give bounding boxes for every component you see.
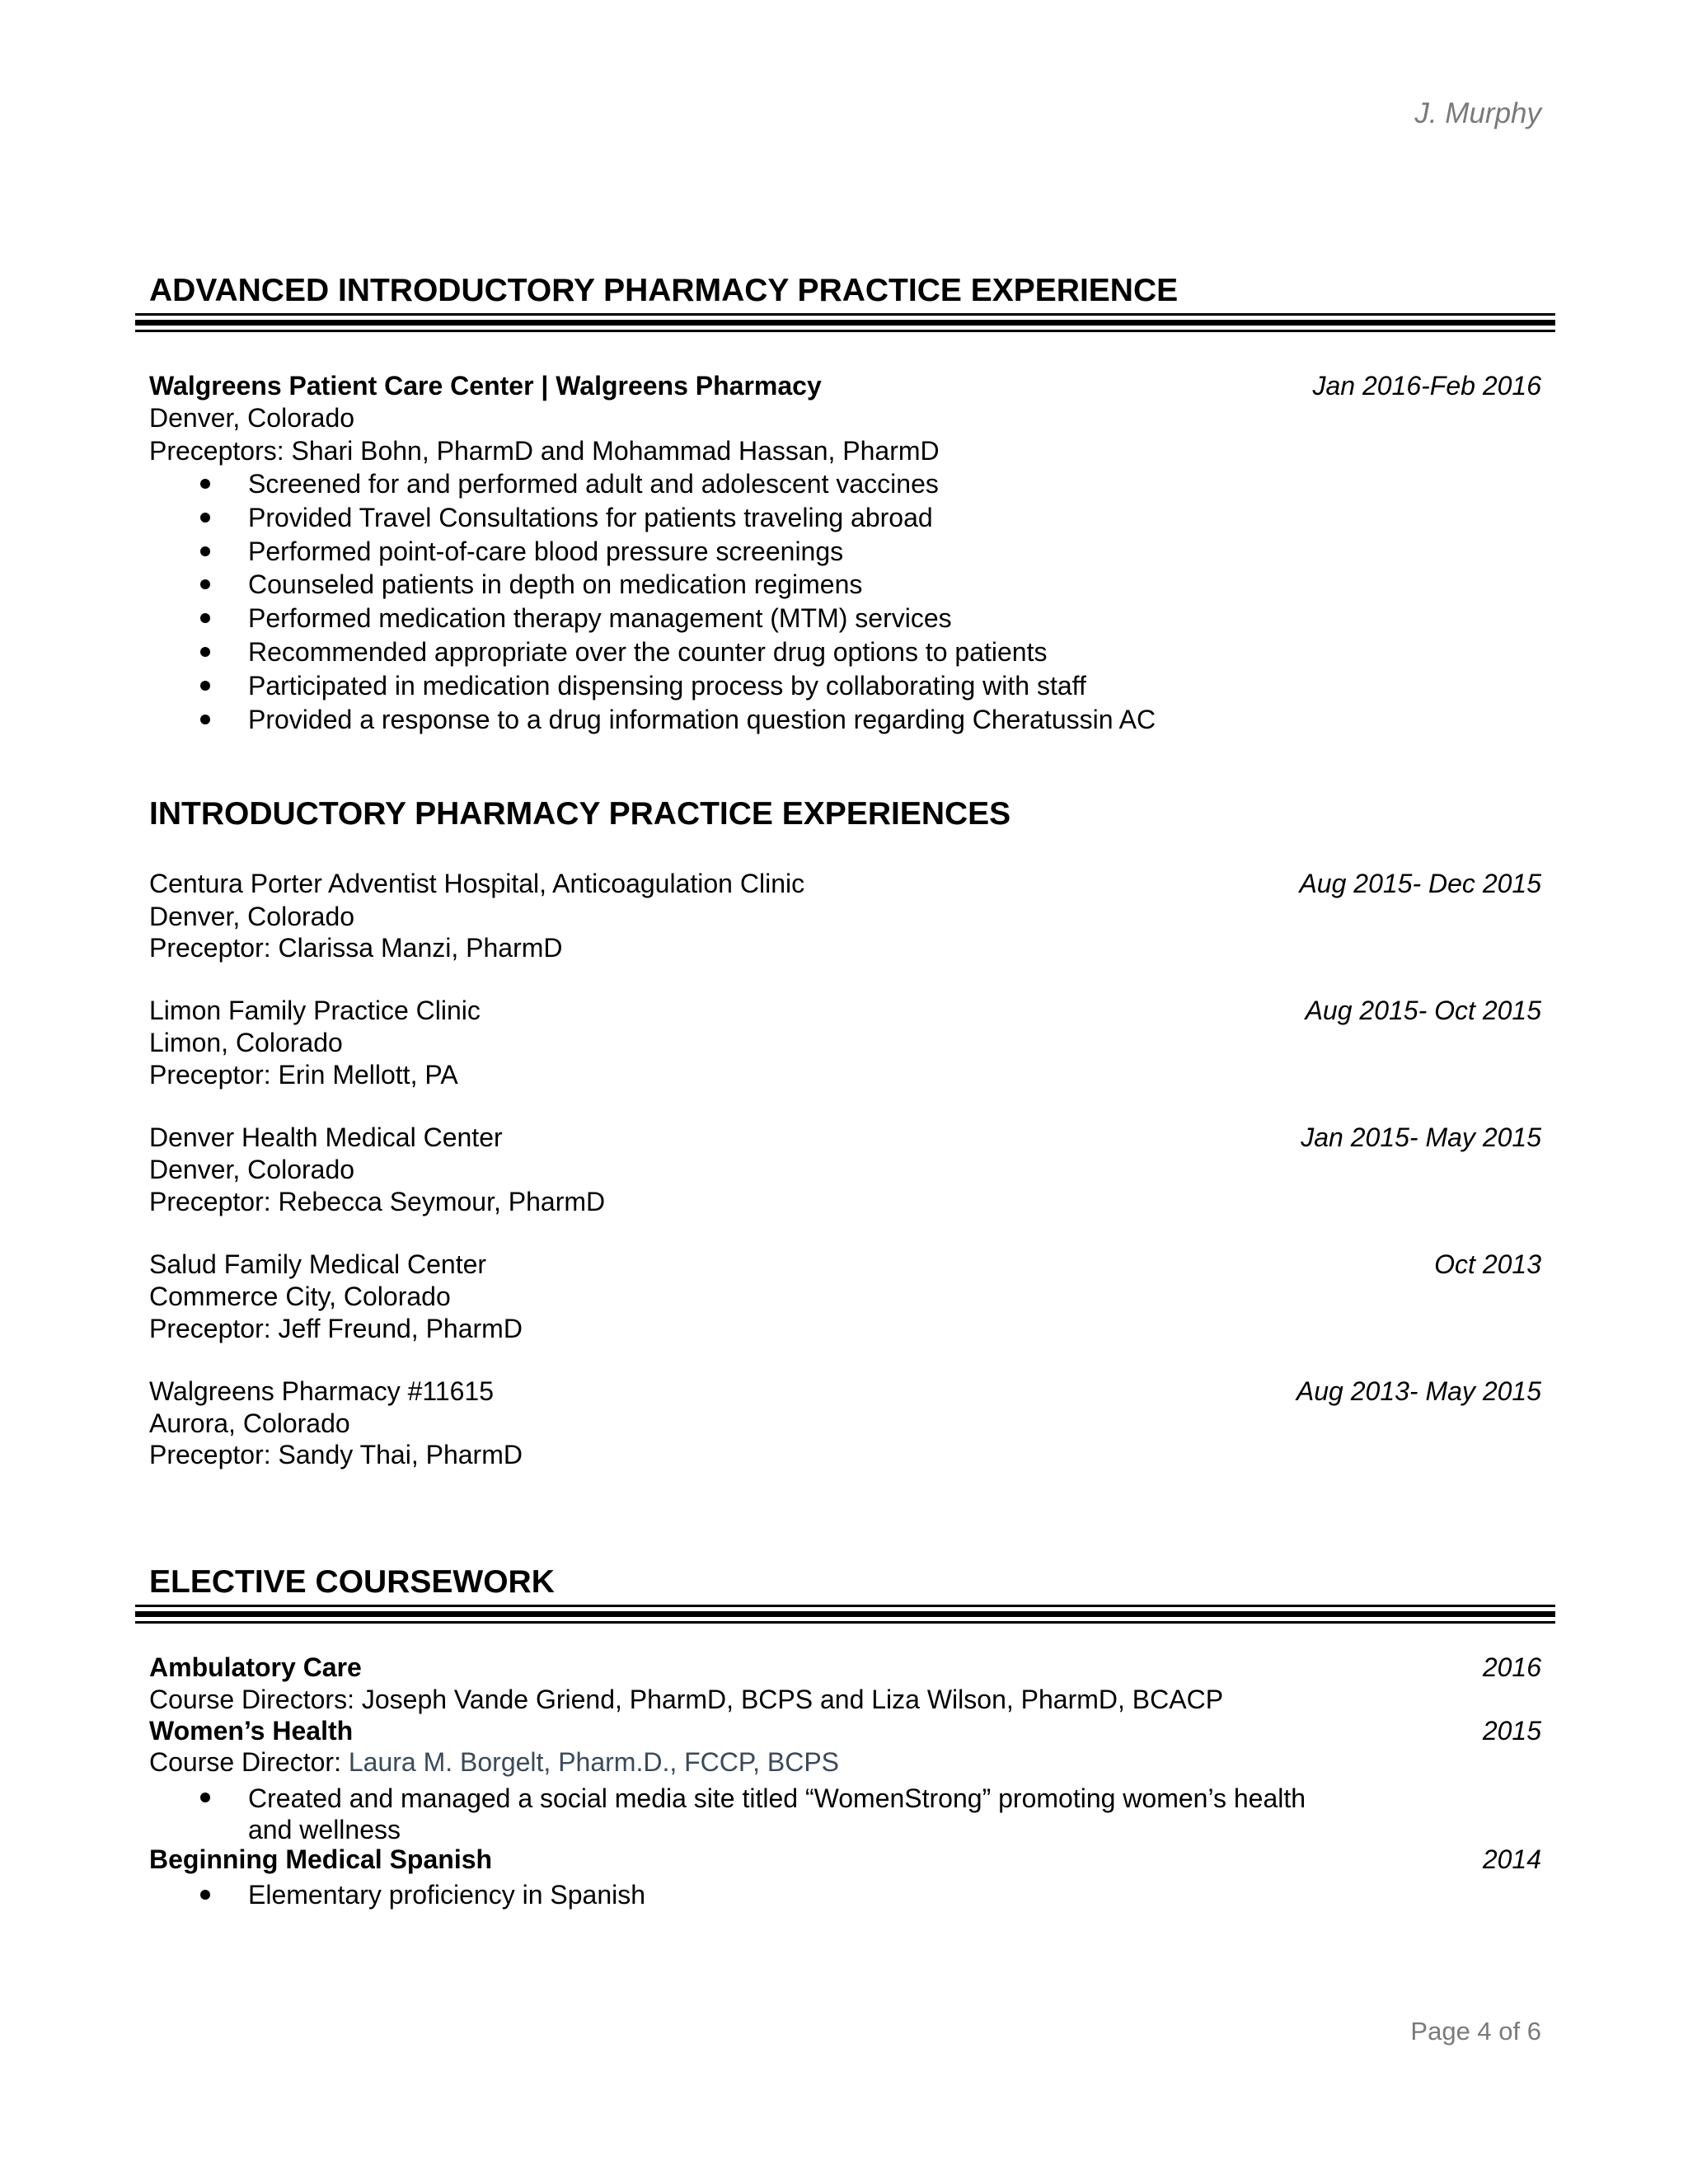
bullet-icon: [200, 715, 210, 724]
course-womens-year: 2015: [1482, 1716, 1541, 1746]
list-item: Elementary proficiency in Spanish: [248, 1880, 646, 1910]
list-item: Provided Travel Consultations for patients traveling abroad: [248, 503, 933, 532]
director-name: Laura M. Borgelt, Pharm.D., FCCP, BCPS: [348, 1747, 840, 1777]
appe-section-rule: [135, 313, 1555, 332]
ippe-site: Centura Porter Adventist Hospital, Anticoagulation Clinic: [149, 869, 805, 898]
bullet-icon: [200, 647, 210, 657]
header-name: J. Murphy: [1414, 97, 1541, 129]
bullet-icon: [200, 479, 210, 489]
list-item: Participated in medication dispensing process by collaborating with staff: [248, 671, 1086, 701]
appe-section-title: ADVANCED INTRODUCTORY PHARMACY PRACTICE EXPERIENCE: [149, 273, 1179, 308]
list-item-continuation: and wellness: [248, 1815, 401, 1844]
list-item: Created and managed a social media site titled “WomenStrong” promoting women’s health: [248, 1783, 1306, 1813]
ippe-site: Walgreens Pharmacy #11615: [149, 1376, 494, 1406]
list-item: Counseled patients in depth on medication regimens: [248, 569, 863, 599]
page-number: Page 4 of 6: [1410, 2017, 1541, 2046]
ippe-site: Salud Family Medical Center: [149, 1249, 487, 1279]
course-womens-director: [149, 1746, 839, 1778]
ippe-preceptor: Preceptor: Erin Mellott, PA: [149, 1060, 458, 1090]
elective-section-title: ELECTIVE COURSEWORK: [149, 1564, 555, 1600]
ippe-preceptor: Preceptor: Sandy Thai, PharmD: [149, 1440, 523, 1469]
appe-preceptors: Preceptors: Shari Bohn, PharmD and Mohammad Hassan, PharmD: [149, 436, 940, 466]
appe-site: Walgreens Patient Care Center | Walgreens Pharmacy: [149, 371, 822, 401]
ippe-location: Limon, Colorado: [149, 1028, 343, 1057]
ippe-location: Commerce City, Colorado: [149, 1282, 451, 1311]
ippe-preceptor: Preceptor: Rebecca Seymour, PharmD: [149, 1187, 606, 1216]
bullet-icon: [200, 546, 210, 556]
bullet-icon: [200, 579, 210, 589]
list-item: Performed point-of-care blood pressure screenings: [248, 537, 844, 566]
elective-section-rule: [135, 1605, 1555, 1624]
list-item: Screened for and performed adult and adolescent vaccines: [248, 469, 939, 499]
ippe-preceptor: Preceptor: Jeff Freund, PharmD: [149, 1314, 523, 1343]
bullet-icon: [200, 513, 210, 523]
course-ambulatory-year: 2016: [1482, 1652, 1541, 1682]
course-ambulatory-name: Ambulatory Care: [149, 1652, 362, 1682]
ippe-date: Aug 2015- Dec 2015: [1299, 869, 1541, 898]
ippe-section-title: INTRODUCTORY PHARMACY PRACTICE EXPERIENCES: [149, 796, 1011, 832]
course-womens-name: Women’s Health: [149, 1716, 354, 1746]
appe-location: Denver, Colorado: [149, 403, 355, 433]
bullet-icon: [200, 1890, 210, 1900]
course-spanish-name: Beginning Medical Spanish: [149, 1844, 493, 1874]
course-spanish-year: 2014: [1482, 1844, 1541, 1874]
ippe-date: Jan 2015- May 2015: [1301, 1122, 1541, 1152]
ippe-location: Aurora, Colorado: [149, 1408, 350, 1438]
ippe-location: Denver, Colorado: [149, 1155, 355, 1184]
director-label: Course Director:: [149, 1747, 341, 1777]
ippe-preceptor: Preceptor: Clarissa Manzi, PharmD: [149, 933, 563, 963]
list-item: Performed medication therapy management (MTM) services: [248, 603, 952, 633]
bullet-icon: [200, 1793, 210, 1802]
list-item: Recommended appropriate over the counter drug options to patients: [248, 637, 1048, 667]
ippe-date: Aug 2015- Oct 2015: [1305, 996, 1541, 1025]
list-item: Provided a response to a drug information question regarding Cheratussin AC: [248, 705, 1156, 734]
ippe-site: Limon Family Practice Clinic: [149, 996, 481, 1025]
bullet-icon: [200, 681, 210, 691]
ippe-location: Denver, Colorado: [149, 902, 355, 931]
ippe-date: Aug 2013- May 2015: [1296, 1376, 1541, 1406]
ippe-date: Oct 2013: [1434, 1249, 1541, 1279]
appe-date: Jan 2016-Feb 2016: [1312, 371, 1541, 401]
bullet-icon: [200, 613, 210, 623]
course-ambulatory-directors: Course Directors: Joseph Vande Griend, PharmD, BCPS and Liza Wilson, PharmD, BCACP: [149, 1685, 1224, 1714]
ippe-site: Denver Health Medical Center: [149, 1122, 503, 1152]
